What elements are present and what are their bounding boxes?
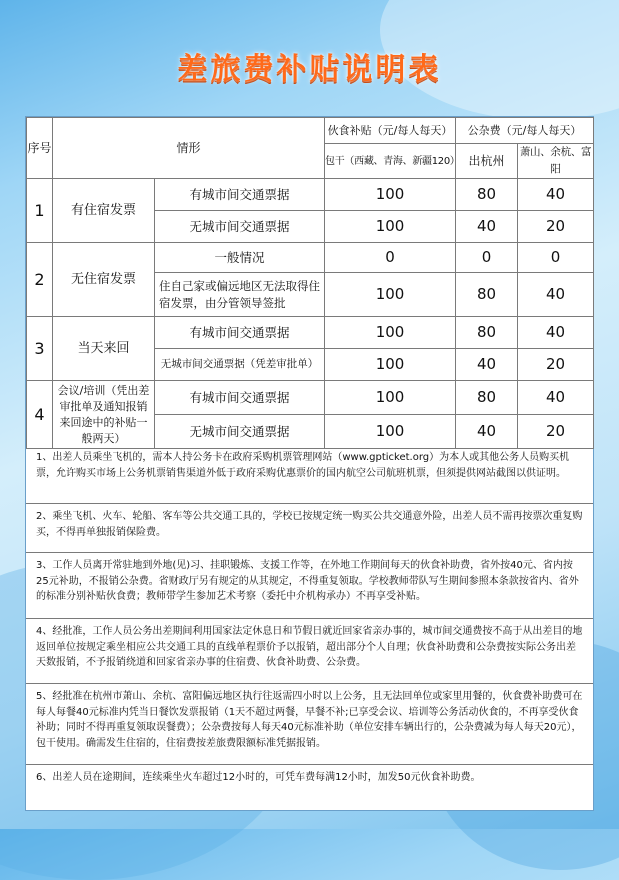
header-meal-sub: 包干（西藏、青海、新疆120）	[325, 144, 456, 179]
row-misc-xs: 40	[518, 381, 594, 415]
row-misc-hz: 40	[456, 349, 518, 381]
page-title: 差旅费补贴说明表	[177, 52, 442, 87]
row-misc-hz: 0	[456, 243, 518, 273]
header-misc-sub: 萧山、余杭、富阳	[518, 144, 594, 179]
row-misc-hz: 40	[456, 415, 518, 449]
group-situation: 当天来回	[53, 317, 155, 381]
group-situation: 有住宿发票	[53, 179, 155, 243]
row-misc-hz: 80	[456, 179, 518, 211]
row-meal: 100	[325, 415, 456, 449]
row-condition: 有城市间交通票据	[155, 317, 325, 349]
row-misc-xs: 40	[518, 179, 594, 211]
row-meal: 100	[325, 317, 456, 349]
subsidy-table	[26, 117, 594, 449]
group-situation: 无住宿发票	[53, 243, 155, 317]
row-condition: 有城市间交通票据	[155, 381, 325, 415]
row-meal: 0	[325, 243, 456, 273]
row-misc-hz: 80	[456, 381, 518, 415]
note-item: 3、工作人员离开常驻地到外地(见)习、挂职锻炼、支援工作等，在外地工作期间每天的伙食补助费，省外按40元、省内按25元补助，不报销公杂费。省财政厅另有规定的从其规定，不得重复领取。学校教师带队写生期间参照本条款按省内、省外的标准分别补贴伙食费；教师带学生参加艺术考察（委托中介机构承办）不再享受补贴。	[26, 553, 593, 619]
note-item: 1、出差人员乘坐飞机的，需本人持公务卡在政府采购机票管理网站（www.gpticket.org）为本人或其他公务人员购买机票，允许购买市场上公务机票销售渠道外低于政府采购优惠票价的国内航空公司航班机票，但须提供网站截图以供证明。	[26, 445, 593, 504]
row-misc-xs: 20	[518, 415, 594, 449]
row-condition: 有城市间交通票据	[155, 179, 325, 211]
note-item: 6、出差人员在途期间，连续乘坐火车超过12小时的，可凭车费每满12小时，加发50元伙食补助费。	[36, 772, 481, 783]
row-meal: 100	[325, 211, 456, 243]
row-misc-hz: 40	[456, 211, 518, 243]
group-seq: 2	[27, 243, 53, 317]
notes-section	[26, 445, 593, 805]
note-item: 5、经批准在杭州市萧山、余杭、富阳偏远地区执行往返需四小时以上公务，且无法回单位或家里用餐的，伙食费补助费可在每人每餐40元标准内凭当日餐饮发票报销（1天不超过两餐，早餐不补;已享受会议、培训等公务活动伙食的，不再享受伙食补助；同时不得再重复领取误餐费）；公杂费按每人每天40元标准补助（单位安排车辆出行的，公杂费减为每人每天20元），包干使用。确需发生住宿的，住宿费按差旅费限额标准凭据报销。	[26, 684, 593, 765]
row-meal: 100	[325, 273, 456, 317]
row-condition: 住自己家或偏远地区无法取得住宿发票，由分管领导签批	[155, 273, 325, 317]
row-condition: 无城市间交通票据	[155, 211, 325, 243]
header-meal: 伙食补贴（元/每人每天）	[325, 118, 456, 144]
row-meal: 100	[325, 349, 456, 381]
row-meal: 100	[325, 381, 456, 415]
row-misc-xs: 40	[518, 273, 594, 317]
note-item: 4、经批准，工作人员公务出差期间利用国家法定休息日和节假日就近回家省亲办事的，城市间交通费按不高于从出差目的地返回单位按规定乘坐相应公共交通工具的直线单程票价予以报销，超出部分个人自理；伙食补助费和公杂费按实际公务出差天数报销，不予报销绕道和回家省亲办事的住宿费、伙食补助费、公杂费。	[26, 619, 593, 684]
header-misc: 公杂费（元/每人每天）	[456, 118, 594, 144]
header-situation: 情形	[53, 118, 325, 179]
group-seq: 3	[27, 317, 53, 381]
group-situation: 会议/培训（凭出差审批单及通知报销来回途中的补贴一般两天）	[53, 381, 155, 449]
group-seq: 4	[27, 381, 53, 449]
row-misc-xs: 40	[518, 317, 594, 349]
row-misc-hz: 80	[456, 317, 518, 349]
header-seq: 序号	[27, 118, 53, 179]
row-condition: 无城市间交通票据	[155, 415, 325, 449]
note-item: 2、乘坐飞机、火车、轮船、客车等公共交通工具的，学校已按规定统一购买公共交通意外险，出差人员不需再按票次重复购买，不得再单独报销保险费。	[26, 504, 593, 553]
row-misc-hz: 80	[456, 273, 518, 317]
row-condition: 一般情况	[155, 243, 325, 273]
group-seq: 1	[27, 179, 53, 243]
row-condition: 无城市间交通票据（凭差审批单）	[155, 349, 325, 381]
header-misc-hz: 出杭州	[456, 144, 518, 179]
row-misc-xs: 20	[518, 349, 594, 381]
row-misc-xs: 0	[518, 243, 594, 273]
subsidy-table-panel	[25, 116, 594, 811]
row-misc-xs: 20	[518, 211, 594, 243]
row-meal: 100	[325, 179, 456, 211]
